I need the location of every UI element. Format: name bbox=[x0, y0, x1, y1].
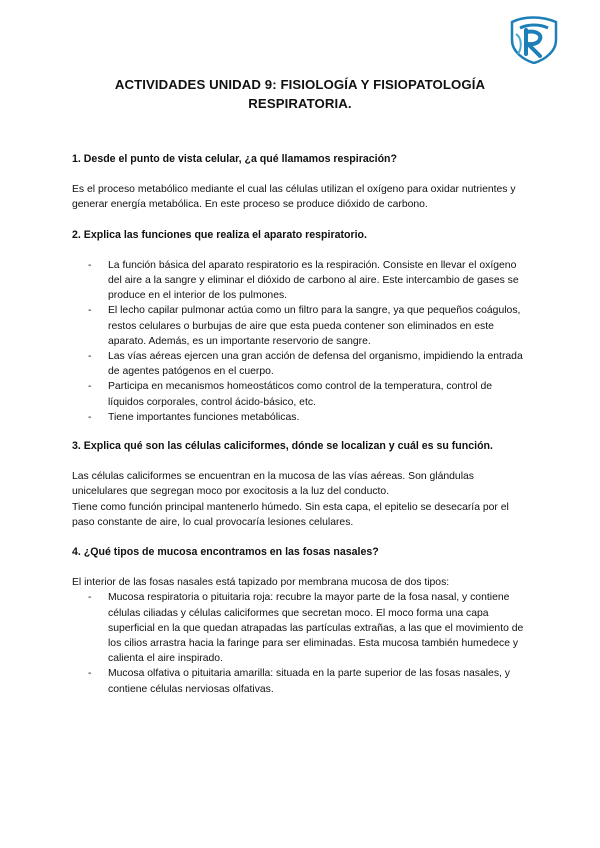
logo-r-shield-icon bbox=[506, 14, 562, 64]
answer-2-list bbox=[72, 258, 528, 425]
question-4: 4. ¿Qué tipos de mucosa encontramos en las fosas nasales? bbox=[72, 546, 379, 559]
question-1: 1. Desde el punto de vista celular, ¿a qué llamamos respiración? bbox=[72, 153, 397, 165]
list-item: - Participa en mecanismos homeostáticos como control de la temperatura, control de líquidos corporales, control ácido-básico, etc. bbox=[108, 379, 528, 409]
list-item: - Mucosa respiratoria o pituitaria roja: recubre la mayor parte de la fosa nasal, y contiene células ciliadas y células caliciformes que secretan moco. El moco forma una capa superficial en la que quedan atrapadas las partículas extrañas, a las que el movimiento de los cilios arrastra hacia la faringe para ser eliminadas. Esta mucosa también humedece y calienta el aire inspirado. bbox=[108, 590, 528, 666]
page-title bbox=[60, 75, 540, 113]
answer-1: Es el proceso metabólico mediante el cual las células utilizan el oxígeno para oxidar nutrientes y generar energía metabólica. En este proceso se produce dióxido de carbono. bbox=[72, 184, 516, 211]
document-body bbox=[72, 152, 528, 697]
list-item: - La función básica del aparato respiratorio es la respiración. Consiste en llevar el oxígeno del aire a la sangre y eliminar el dióxido de carbono al aire. Este intercambio de gases se produce en el interior de los pulmones. bbox=[108, 258, 528, 304]
answer-4-list bbox=[72, 590, 528, 696]
page-title-line-2: RESPIRATORIA. bbox=[248, 96, 352, 111]
question-2: 2. Explica las funciones que realiza el aparato respiratorio. bbox=[72, 228, 367, 241]
list-item: - El lecho capilar pulmonar actúa como un filtro para la sangre, ya que pequeños coágulos, restos celulares o burbujas de aire que esta pueda contener son eliminados en este aparato. Además, es un importante reservorio de sangre. bbox=[108, 303, 528, 349]
list-item: - Las vías aéreas ejercen una gran acción de defensa del organismo, impidiendo la entrada de agentes patógenos en el cuerpo. bbox=[108, 349, 528, 379]
list-item: - Mucosa olfativa o pituitaria amarilla: situada en la parte superior de las fosas nasales, y contiene células nerviosas olfativas. bbox=[108, 666, 528, 696]
question-3: 3. Explica qué son las células caliciformes, dónde se localizan y cuál es su función. bbox=[72, 440, 493, 453]
answer-3-paragraph-1: Las células caliciformes se encuentran en la mucosa de las vías aéreas. Son glándulas unicelulares que segregan moco por exocitosis a la luz del conducto. bbox=[72, 471, 474, 498]
list-item: - Tiene importantes funciones metabólicas. bbox=[108, 410, 528, 425]
answer-4-intro: El interior de las fosas nasales está tapizado por membrana mucosa de dos tipos: bbox=[72, 577, 450, 589]
answer-3-paragraph-2: Tiene como función principal mantenerlo húmedo. Sin esta capa, el epitelio se desecaría por el paso constante de aire, lo cual provocaría lesiones celulares. bbox=[72, 501, 509, 528]
page-title-line-1: ACTIVIDADES UNIDAD 9: FISIOLOGÍA Y FISIOPATOLOGÍA bbox=[114, 77, 486, 92]
